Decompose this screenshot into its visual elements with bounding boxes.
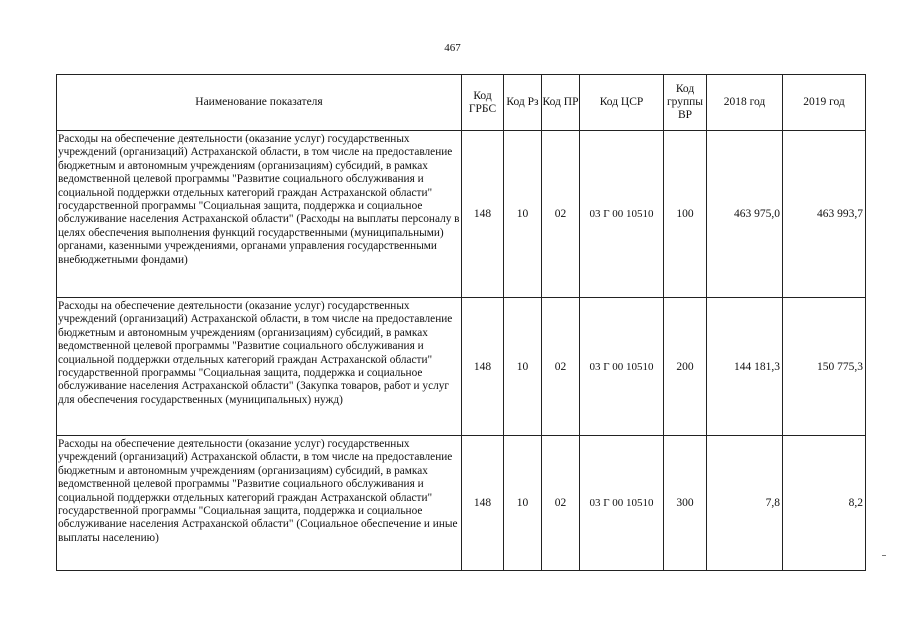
- table-row: [57, 131, 866, 298]
- header-2018: 2018 год: [707, 75, 783, 131]
- row-pr: 02: [542, 131, 580, 298]
- row-grbs: 148: [462, 131, 504, 298]
- budget-table: [56, 74, 866, 571]
- row-csr: 03 Г 00 10510: [580, 131, 664, 298]
- header-name: Наименование показателя: [57, 75, 462, 131]
- row-2019: 463 993,7: [783, 131, 866, 298]
- row-rz: 10: [504, 131, 542, 298]
- row-2019: 8,2: [783, 436, 866, 571]
- header-grbs: Код ГРБС: [462, 75, 504, 131]
- row-pr: 02: [542, 298, 580, 436]
- header-2019: 2019 год: [783, 75, 866, 131]
- header-vr: Код группы ВР: [664, 75, 707, 131]
- row-name: Расходы на обеспечение деятельности (оказание услуг) государственных учреждений (организаций) Астраханской области, в том числе на предоставление бюджетным и автономным учреждениям (организациям) субсидий, в рамках ведомственной целевой программы "Развитие социального обслуживания и социальной поддержки отдельных категорий граждан Астраханской области" государственной программы "Социальная защита, поддержка и социальное обслуживание населения Астраханской области" (Социальное обеспечение и иные выплаты населению): [57, 436, 462, 571]
- row-grbs: 148: [462, 436, 504, 571]
- row-vr: 100: [664, 131, 707, 298]
- row-grbs: 148: [462, 298, 504, 436]
- header-pr: Код ПР: [542, 75, 580, 131]
- row-2018: 144 181,3: [707, 298, 783, 436]
- row-2018: 463 975,0: [707, 131, 783, 298]
- header-rz: Код Рз: [504, 75, 542, 131]
- row-2019: 150 775,3: [783, 298, 866, 436]
- row-pr: 02: [542, 436, 580, 571]
- row-rz: 10: [504, 436, 542, 571]
- row-csr: 03 Г 00 10510: [580, 298, 664, 436]
- row-csr: 03 Г 00 10510: [580, 436, 664, 571]
- table-header-row: [57, 75, 866, 131]
- row-name: Расходы на обеспечение деятельности (оказание услуг) государственных учреждений (организаций) Астраханской области, в том числе на предоставление бюджетным и автономным учреждениям (организациям) субсидий, в рамках ведомственной целевой программы "Развитие социального обслуживания и социальной поддержки отдельных категорий граждан Астраханской области" государственной программы "Социальная защита, поддержка и социальное обслуживание населения Астраханской области" (Расходы на выплаты персоналу в целях обеспечения выполнения функций государственными (муниципальными) органами, казенными учреждениями, органами управления государственными внебюджетными фондами): [57, 131, 462, 298]
- row-vr: 300: [664, 436, 707, 571]
- margin-mark: [882, 555, 886, 556]
- row-vr: 200: [664, 298, 707, 436]
- row-rz: 10: [504, 298, 542, 436]
- row-name: Расходы на обеспечение деятельности (оказание услуг) государственных учреждений (организаций) Астраханской области, в том числе на предоставление бюджетным и автономным учреждениям (организациям) субсидий, в рамках ведомственной целевой программы "Развитие социального обслуживания и социальной поддержки отдельных категорий граждан Астраханской области" государственной программы "Социальная защита, поддержка и социальное обслуживание населения Астраханской области" (Закупка товаров, работ и услуг для обеспечения государственных (муниципальных) нужд): [57, 298, 462, 436]
- row-2018: 7,8: [707, 436, 783, 571]
- page-number: 467: [444, 42, 461, 54]
- table-row: [57, 436, 866, 571]
- header-csr: Код ЦСР: [580, 75, 664, 131]
- table-row: [57, 298, 866, 436]
